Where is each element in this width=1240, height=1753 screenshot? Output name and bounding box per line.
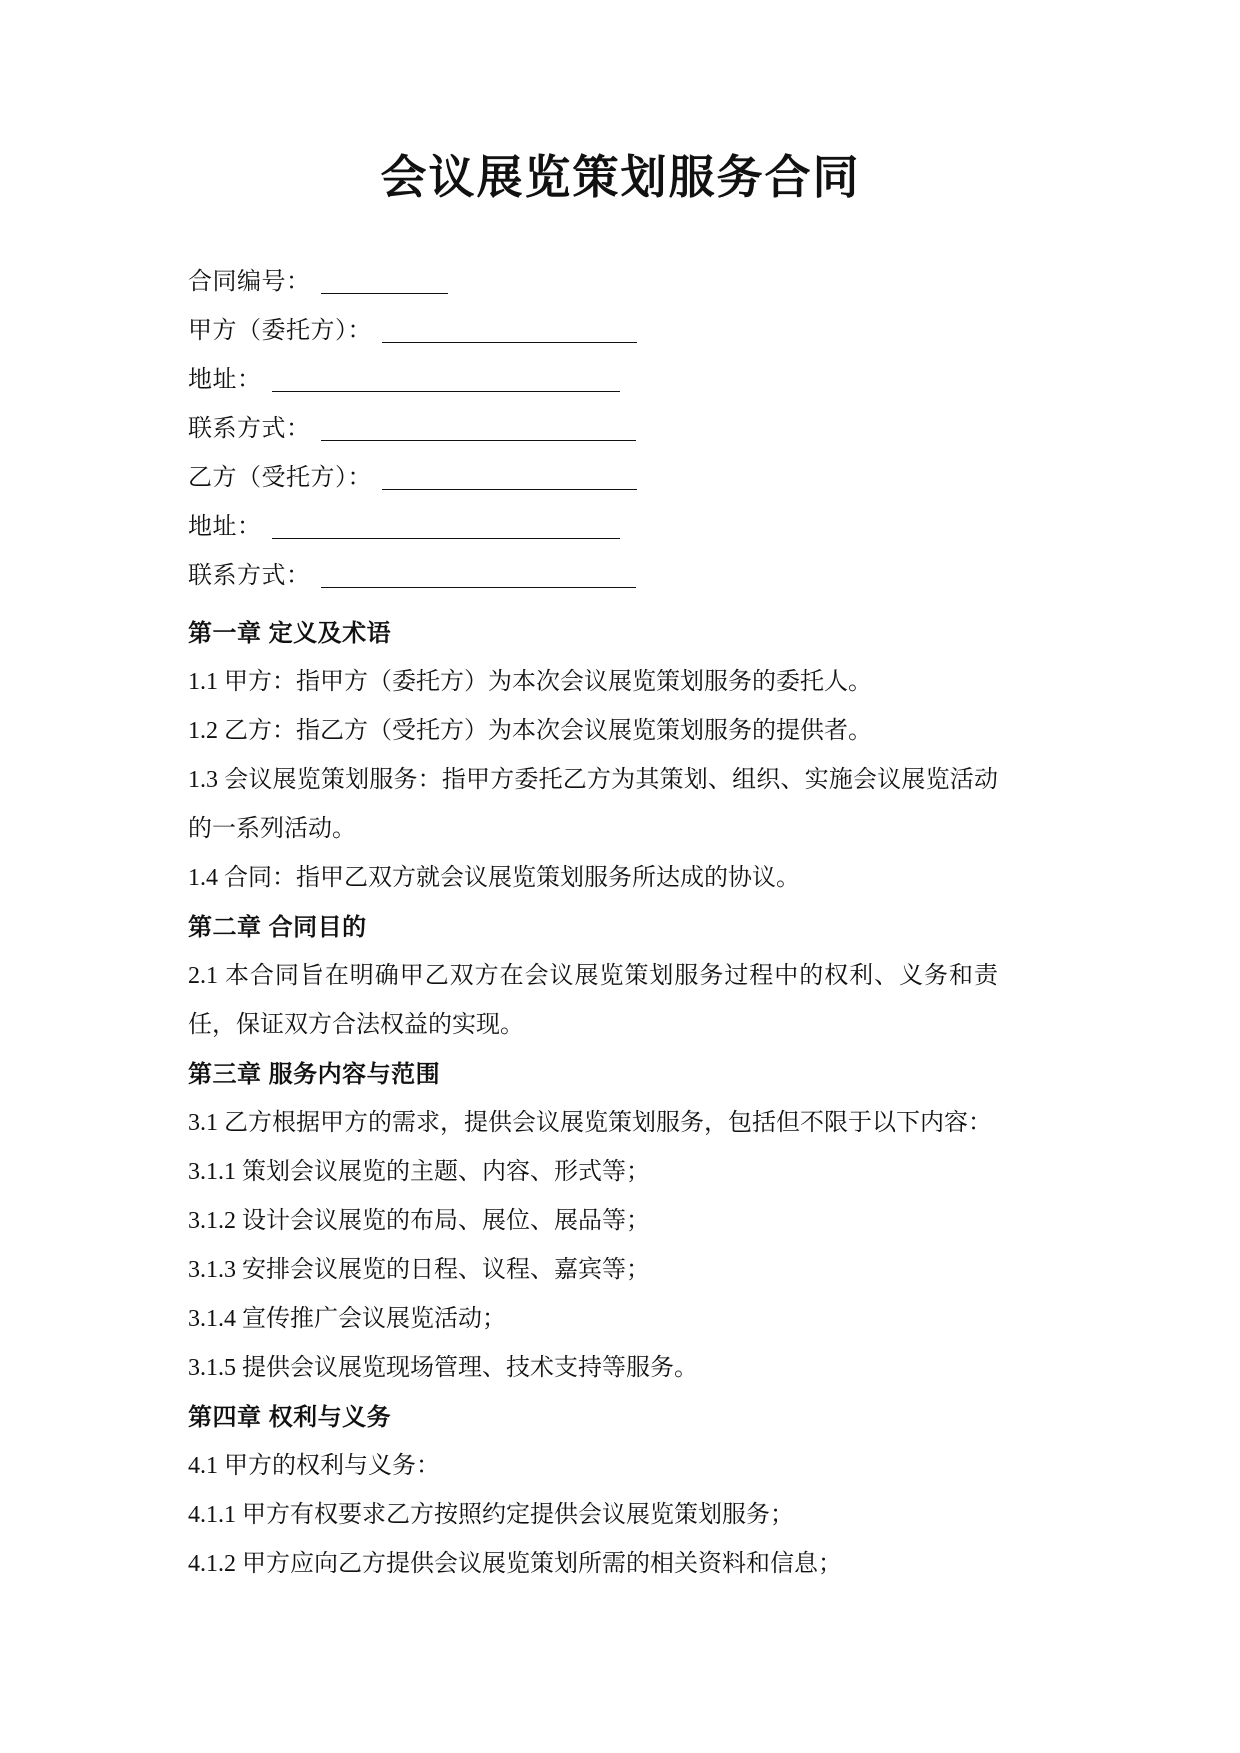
- document-title: 会议展览策划服务合同: [380, 152, 861, 203]
- field-label: 乙方（受托方）：: [188, 465, 372, 491]
- contract-section: [188, 609, 998, 903]
- contract-section: [188, 1393, 998, 1589]
- contract-section: [188, 903, 998, 1050]
- contract-clause: 3.1.2 设计会议展览的布局、展位、展品等；: [188, 1208, 650, 1234]
- section-heading: 第三章 服务内容与范围: [188, 1061, 441, 1088]
- field-label: 合同编号：: [188, 269, 311, 295]
- contract-clause: 2.1 本合同旨在明确甲乙双方在会议展览策划服务过程中的权利、义务和责任，保证双方合法权益的实现。: [188, 963, 998, 1038]
- contract-clause: 3.1.4 宣传推广会议展览活动；: [188, 1306, 506, 1332]
- field-blank-input[interactable]: [272, 508, 620, 539]
- field-row: [188, 552, 998, 601]
- field-row: [188, 356, 998, 405]
- field-blank-input[interactable]: [321, 263, 448, 294]
- field-row: [188, 405, 998, 454]
- section-heading: 第二章 合同目的: [188, 914, 367, 941]
- field-blank-input[interactable]: [321, 557, 636, 588]
- field-label: 联系方式：: [188, 416, 311, 442]
- contract-section: [188, 1050, 998, 1393]
- section-heading: 第一章 定义及术语: [188, 620, 392, 647]
- field-row: [188, 307, 998, 356]
- field-label: 甲方（委托方）：: [188, 318, 372, 344]
- field-row: [188, 503, 998, 552]
- contract-sections: [188, 609, 998, 1589]
- field-blank-input[interactable]: [272, 361, 620, 392]
- contract-header-fields: [188, 258, 998, 601]
- field-label: 地址：: [188, 367, 262, 393]
- field-row: [188, 454, 998, 503]
- field-blank-input[interactable]: [382, 312, 637, 343]
- field-row: [188, 258, 998, 307]
- contract-clause: 4.1 甲方的权利与义务：: [188, 1453, 440, 1479]
- contract-clause: 1.1 甲方：指甲方（委托方）为本次会议展览策划服务的委托人。: [188, 669, 872, 695]
- field-label: 联系方式：: [188, 563, 311, 589]
- field-blank-input[interactable]: [382, 459, 637, 490]
- contract-clause: 4.1.1 甲方有权要求乙方按照约定提供会议展览策划服务；: [188, 1502, 794, 1528]
- contract-clause: 1.2 乙方：指乙方（受托方）为本次会议展览策划服务的提供者。: [188, 718, 872, 744]
- contract-clause: 4.1.2 甲方应向乙方提供会议展览策划所需的相关资料和信息；: [188, 1551, 842, 1577]
- contract-clause: 3.1.5 提供会议展览现场管理、技术支持等服务。: [188, 1355, 698, 1381]
- contract-clause: 1.4 合同：指甲乙双方就会议展览策划服务所达成的协议。: [188, 865, 800, 891]
- section-heading: 第四章 权利与义务: [188, 1404, 392, 1431]
- contract-clause: 1.3 会议展览策划服务：指甲方委托乙方为其策划、组织、实施会议展览活动的一系列活动。: [188, 767, 998, 842]
- field-label: 地址：: [188, 514, 262, 540]
- contract-clause: 3.1.1 策划会议展览的主题、内容、形式等；: [188, 1159, 650, 1185]
- contract-clause: 3.1 乙方根据甲方的需求，提供会议展览策划服务，包括但不限于以下内容：: [188, 1110, 992, 1136]
- field-blank-input[interactable]: [321, 410, 636, 441]
- contract-clause: 3.1.3 安排会议展览的日程、议程、嘉宾等；: [188, 1257, 650, 1283]
